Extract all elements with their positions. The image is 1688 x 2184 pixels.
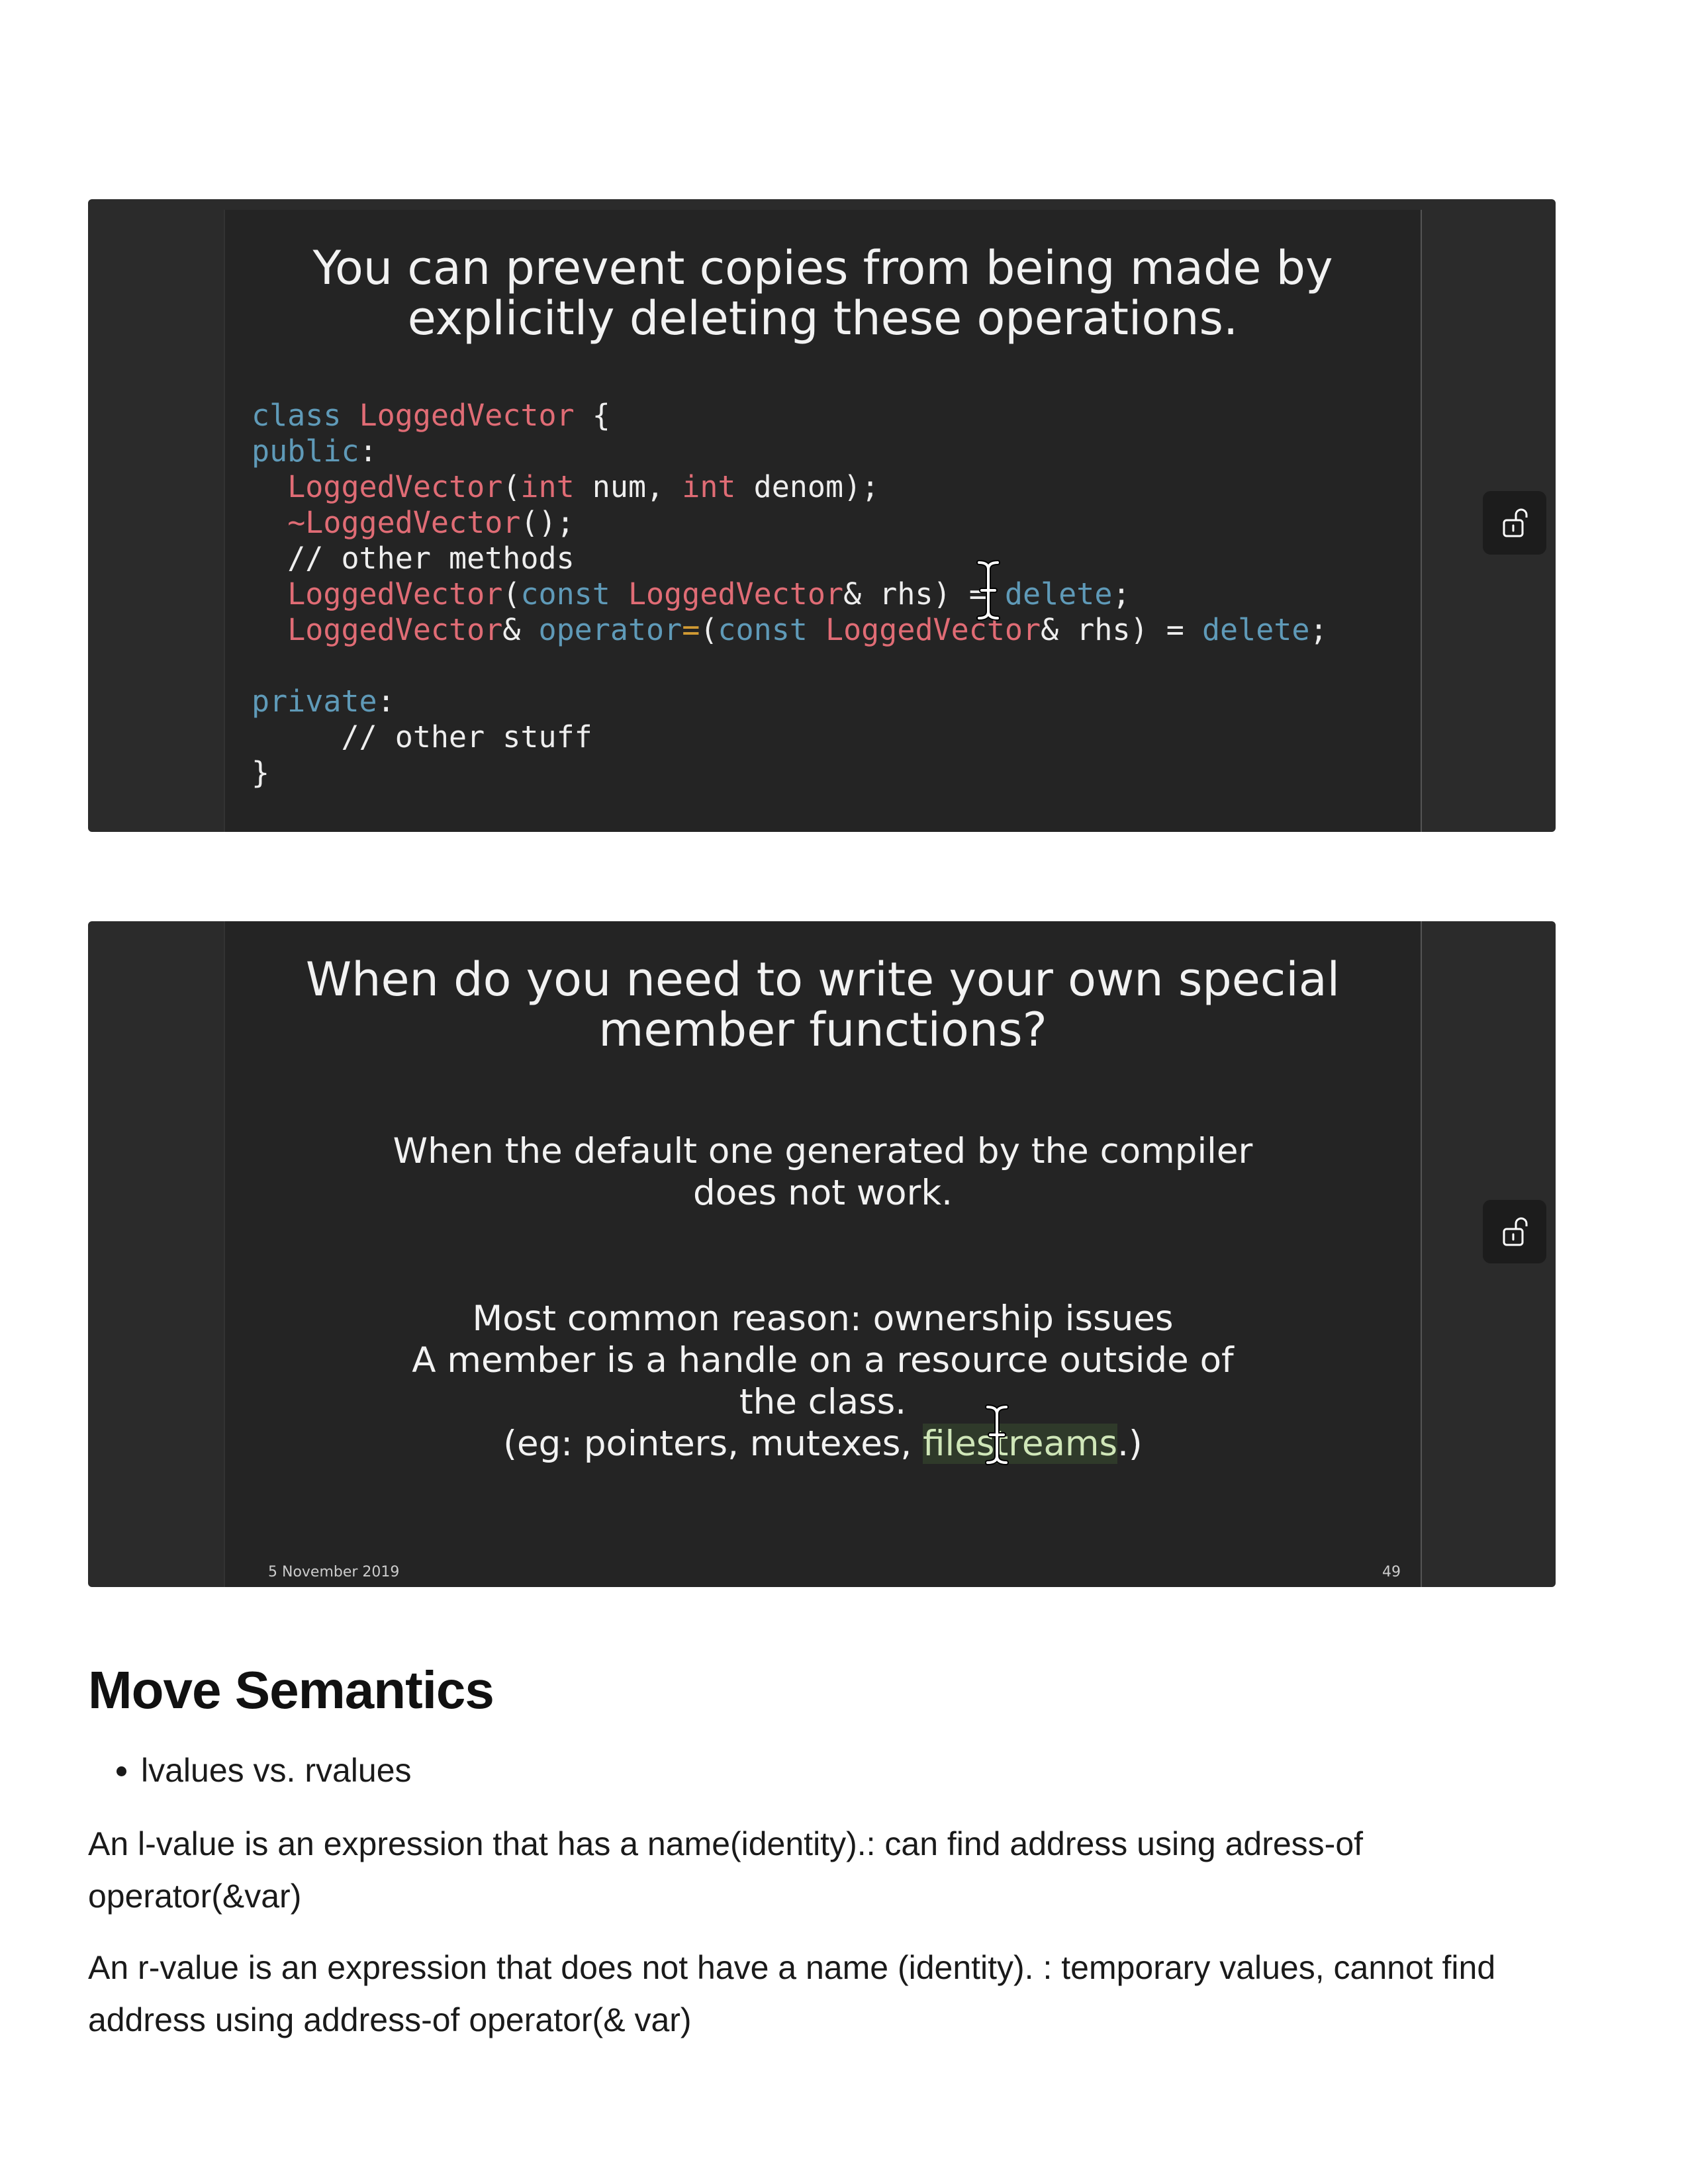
- code-text: &: [502, 612, 539, 647]
- slide-text-line: does not work.: [693, 1173, 953, 1213]
- code-operator: =: [682, 612, 700, 647]
- code-keyword: private: [252, 684, 377, 719]
- slide-content: [224, 210, 1422, 832]
- slide-text-line: .): [1117, 1424, 1143, 1464]
- unlock-button[interactable]: [1483, 491, 1546, 555]
- list-item: • lvalues vs. rvalues: [141, 1751, 412, 1790]
- code-text: denom);: [735, 469, 880, 504]
- slide-image-copy-prevention: [88, 199, 1556, 832]
- code-keyword: class: [252, 398, 342, 433]
- slide-text-line: the class.: [739, 1382, 907, 1422]
- slide-title: [225, 954, 1421, 1055]
- code-type: LoggedVector: [287, 612, 503, 647]
- slide-image-special-members: [88, 921, 1556, 1587]
- code-keyword: operator: [538, 612, 682, 647]
- paragraph-rvalue: An r-value is an expression that does not have a name (identity). : temporary values, cannot find address using address-of operator(& var): [88, 1949, 1496, 2038]
- code-text: }: [252, 755, 270, 790]
- code-type: ~LoggedVector: [287, 505, 521, 540]
- code-text: ;: [1112, 576, 1131, 612]
- code-text: & rhs) =: [1041, 612, 1202, 647]
- slide-text-line: When the default one generated by the compiler: [393, 1131, 1253, 1171]
- code-comment: // other methods: [287, 541, 575, 576]
- code-text: num,: [574, 469, 682, 504]
- code-class-name: LoggedVector: [359, 398, 575, 433]
- code-type: LoggedVector: [825, 612, 1041, 647]
- slide-date: 5 November 2019: [268, 1564, 400, 1580]
- code-keyword: const: [718, 612, 808, 647]
- code-block: [252, 398, 1328, 791]
- text-cursor-icon: [984, 1404, 1010, 1465]
- code-text: (: [502, 469, 521, 504]
- slide-content: [224, 921, 1422, 1587]
- paragraph-lvalue: An l-value is an expression that has a name(identity).: can find address using adress-of operator(&var): [88, 1825, 1364, 1915]
- code-text: ;: [1309, 612, 1328, 647]
- slide-title-line-2: explicitly deleting these operations.: [407, 291, 1239, 345]
- code-keyword: delete: [1201, 612, 1310, 647]
- code-text: [610, 576, 628, 612]
- slide-title-line-1: You can prevent copies from being made by: [312, 241, 1333, 295]
- code-keyword: public: [252, 433, 359, 469]
- code-text: {: [574, 398, 610, 433]
- code-text: & rhs) =: [843, 576, 1005, 612]
- code-keyword: delete: [1004, 576, 1113, 612]
- code-comment: // other stuff: [341, 719, 592, 754]
- text-cursor-icon: [975, 560, 1002, 621]
- code-type: int: [520, 469, 575, 504]
- code-text: (: [502, 576, 521, 612]
- slide-text-line: (eg: pointers, mutexes,: [503, 1424, 923, 1464]
- slide-title-line-1: When do you need to write your own special: [305, 952, 1340, 1007]
- code-keyword: const: [520, 576, 610, 612]
- slide-text-line: A member is a handle on a resource outside of: [412, 1340, 1234, 1381]
- code-type: LoggedVector: [628, 576, 844, 612]
- slide-paragraph-1: [225, 1130, 1421, 1214]
- slide-text-line: Most common reason: ownership issues: [472, 1298, 1174, 1339]
- slide-paragraph-2: [225, 1298, 1421, 1465]
- slide-title: [225, 243, 1421, 343]
- unlock-button[interactable]: [1483, 1200, 1546, 1263]
- code-text: [808, 612, 825, 647]
- code-type: LoggedVector: [287, 469, 503, 504]
- unlock-icon: [1500, 507, 1529, 539]
- slide-page-number: 49: [1382, 1564, 1401, 1580]
- highlighted-text: filestreams: [923, 1424, 1118, 1464]
- code-text: :: [377, 684, 395, 719]
- code-text: ();: [520, 505, 575, 540]
- bullet-list: [88, 1751, 412, 1790]
- code-text: (: [700, 612, 718, 647]
- code-type: LoggedVector: [287, 576, 503, 612]
- code-type: int: [682, 469, 736, 504]
- section-heading: Move Semantics: [88, 1661, 494, 1719]
- slide-title-line-2: member functions?: [598, 1003, 1047, 1057]
- code-text: :: [359, 433, 377, 469]
- unlock-icon: [1500, 1216, 1529, 1248]
